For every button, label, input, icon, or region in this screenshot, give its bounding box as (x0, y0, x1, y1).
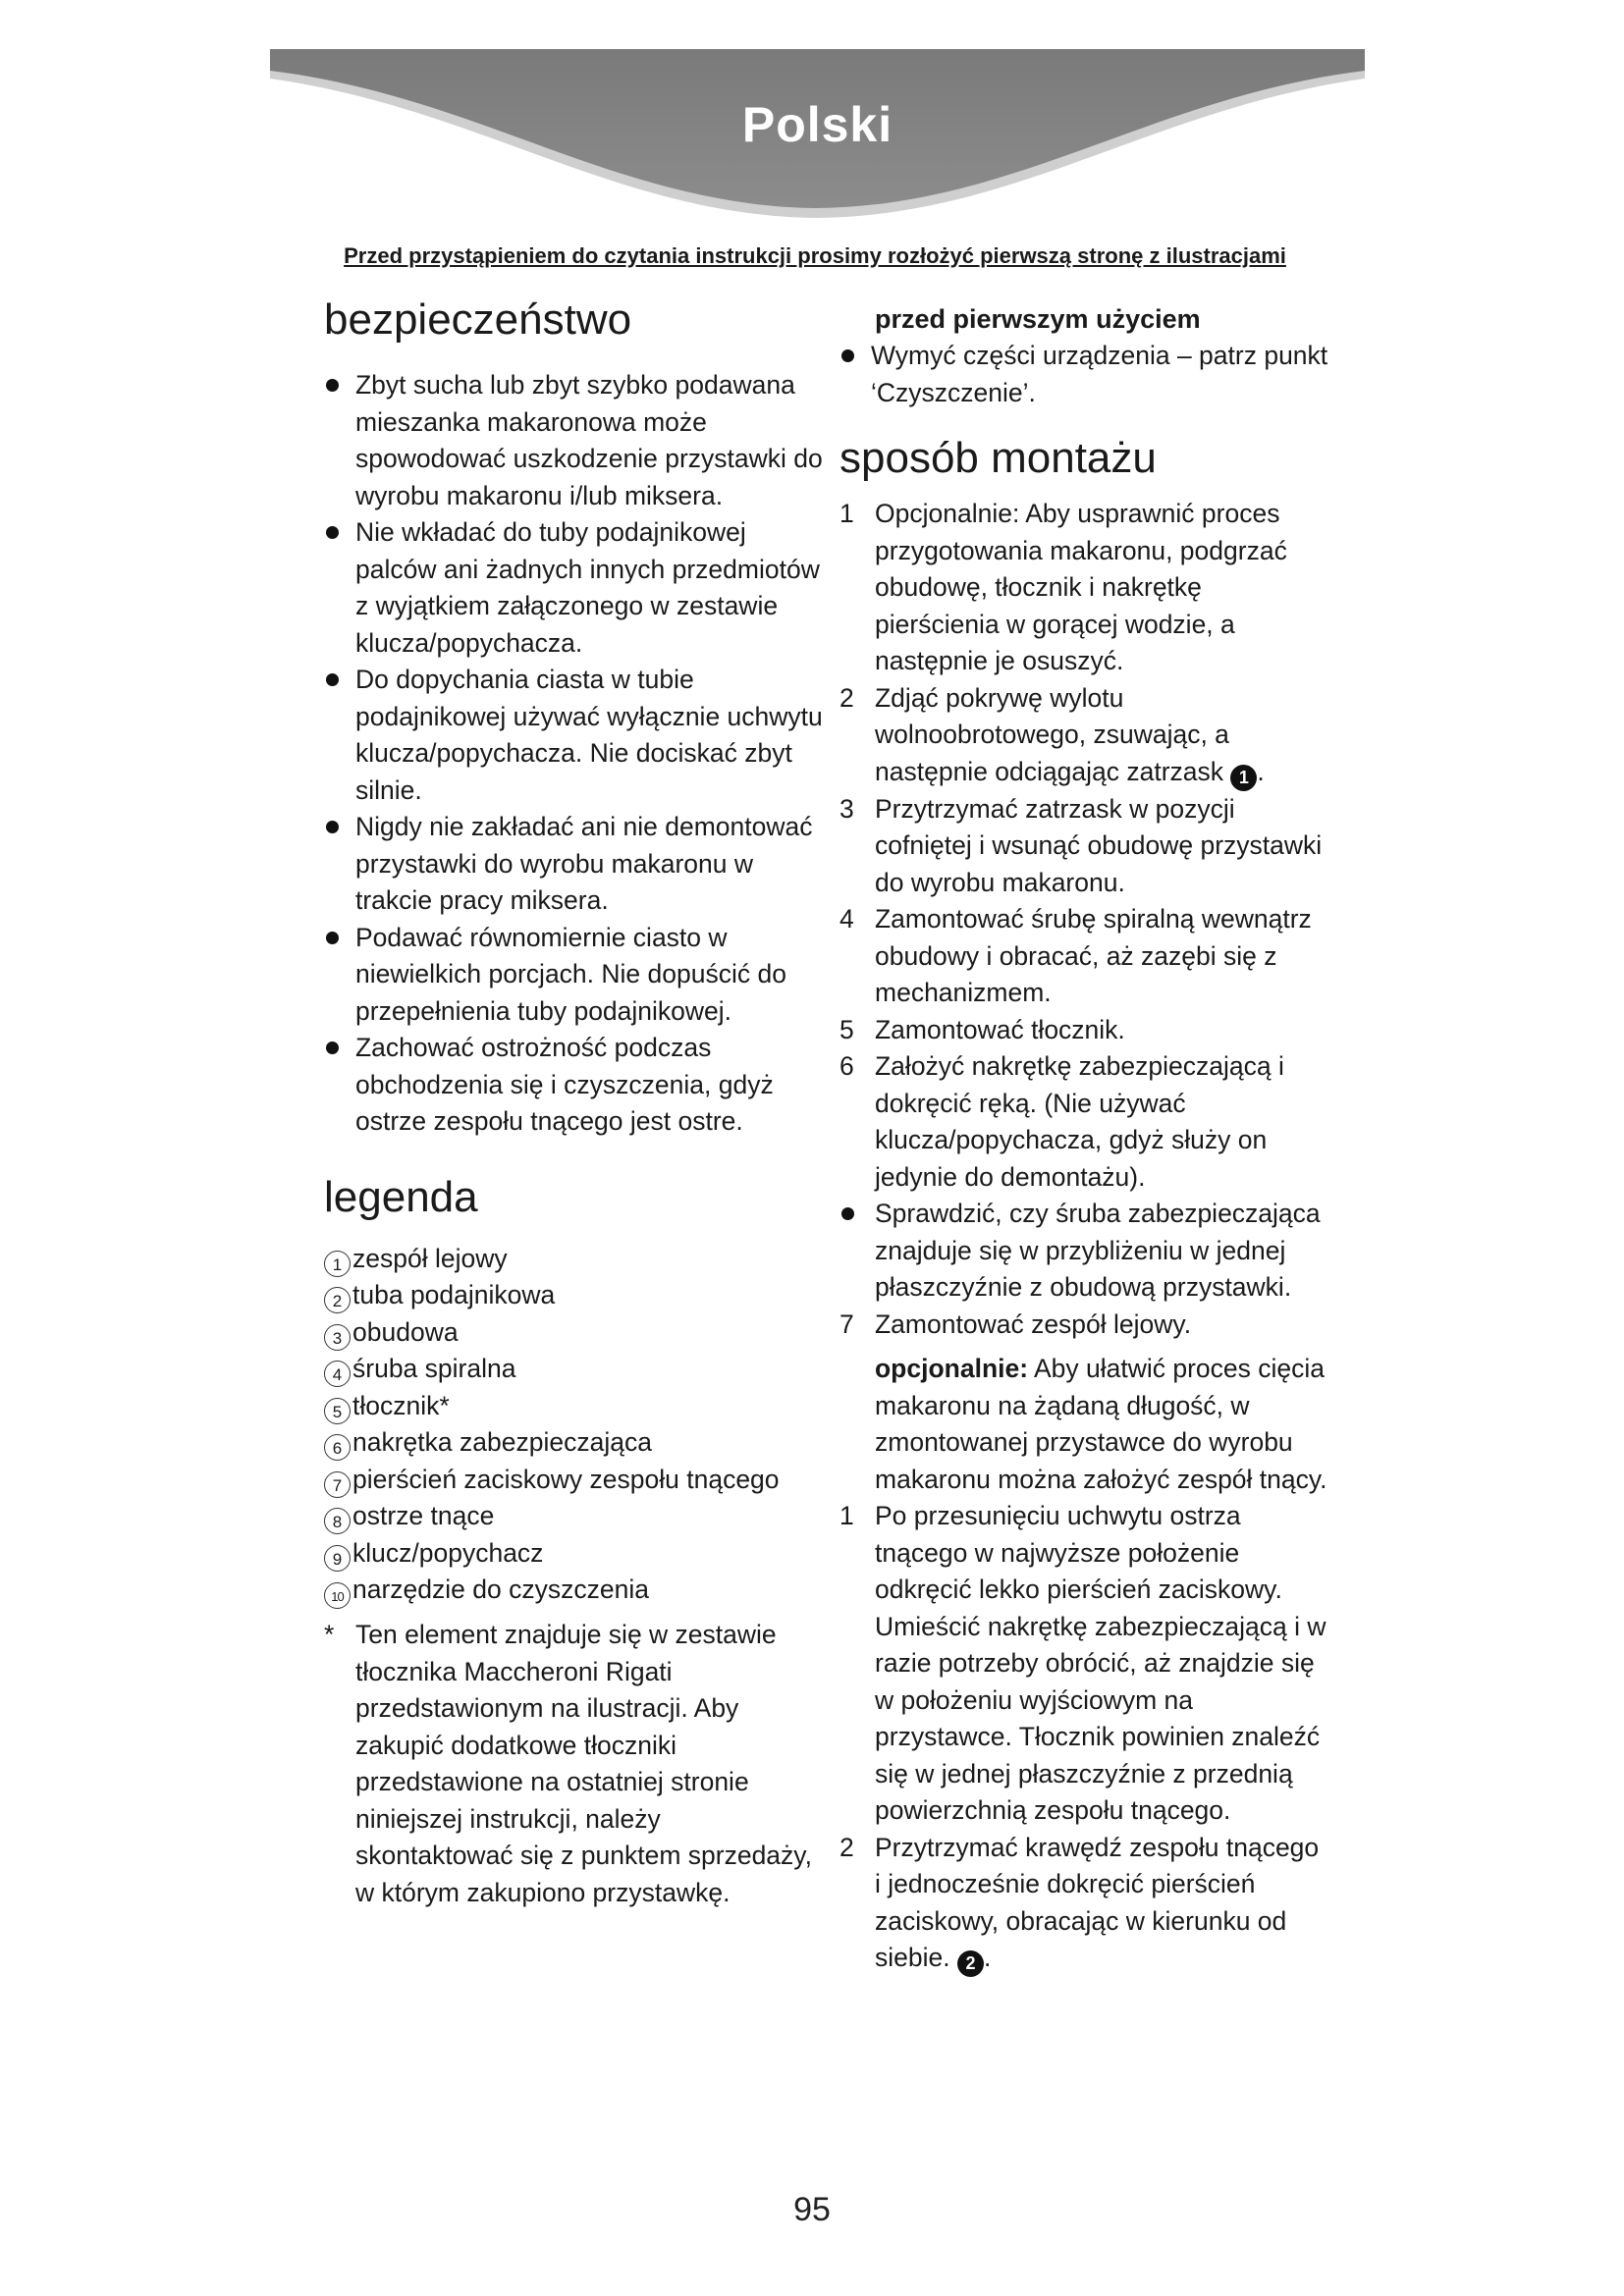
assembly-step: 3 Przytrzymać zatrzask w pozycji cofniętej i wsunąć obudowę przystawki do wyrobu makaronu. (839, 793, 1323, 897)
safety-item: Nigdy nie zakładać ani nie demontować przystawki do wyrobu makaronu w trakcie pracy miksera. (324, 809, 825, 920)
before-first-use-heading: przed pierwszym użyciem (875, 304, 1201, 334)
safety-heading: bezpieczeństwo (324, 295, 632, 344)
legend-footnote (324, 1617, 825, 1911)
number-circle-icon: 7 (324, 1471, 351, 1498)
right-column (839, 301, 1330, 1977)
legend-item: 2 tuba podajnikowa (324, 1277, 825, 1314)
safety-item: Zachować ostrożność podczas obchodzenia się i czyszczenia, gdyż ostrze zespołu tnącego jest ostre. (324, 1030, 825, 1141)
number-circle-icon: 5 (324, 1398, 351, 1424)
legend-item: 1 zespół lejowy (324, 1241, 825, 1278)
assembly-step: 5 Zamontować tłocznik. (839, 1014, 1125, 1044)
number-circle-icon: 8 (324, 1508, 351, 1534)
assembly-step: 4 Zamontować śrubę spiralną wewnątrz obudowy i obracać, aż zazębi się z mechanizmem. (839, 904, 1312, 1007)
number-circle-icon: 3 (324, 1324, 351, 1351)
legend-item: 4 śruba spiralna (324, 1351, 825, 1388)
safety-item: Zbyt sucha lub zbyt szybko podawana mieszanka makaronowa może spowodować uszkodzenie przystawki do wyrobu makaronu i/lub miksera. (324, 367, 825, 514)
assembly-step: 2 Zdjąć pokrywę wylotu wolnoobrotowego, zsuwając, a następnie odciągając zatrzask 1 . (839, 680, 1330, 791)
number-circle-icon: 1 (324, 1251, 351, 1277)
safety-item: Nie wkładać do tuby podajnikowej palców ani żadnych innych przedmiotów z wyjątkiem załączonego w zestawie klucza/popychacza. (324, 514, 825, 662)
left-column (324, 294, 825, 1911)
figure-1-badge-icon: 1 (1230, 765, 1257, 791)
assembly-step: 1 Opcjonalnie: Aby usprawnić proces przygotowania makaronu, podgrzać obudowę, tłocznik i nakrętkę pierścienia w gorącej wodzie, a następnie je osuszyć. (839, 499, 1287, 675)
legend-item: 3 obudowa (324, 1314, 825, 1352)
header-banner (270, 49, 1365, 226)
optional-text: Aby ułatwić proces cięcia makaronu na żądaną długość, w zmontowanej przystawce do wyrobu makaronu można założyć zespół tnący. (875, 1354, 1327, 1494)
number-circle-icon: 10 (324, 1582, 351, 1609)
legend-item: 10 narzędzie do czyszczenia (324, 1572, 825, 1609)
assembly-heading: sposób montażu (839, 434, 1157, 482)
number-circle-icon: 9 (324, 1545, 351, 1572)
legend-item: 5 tłocznik* (324, 1388, 825, 1425)
number-circle-icon: 2 (324, 1287, 351, 1313)
legend-heading: legenda (324, 1172, 478, 1221)
optional-step: 1 Po przesunięciu uchwytu ostrza tnącego w najwyższe położenie odkręcić lekko pierścień zaciskowy. Umieścić nakrętkę zabezpieczającą i w razie potrzeby obrócić, aż znajdzie się w położeniu wyjściowym na przystawce. Tłocznik powinien znaleźć się w jednej płaszczyźnie z przednią powierzchnią zespołu tnącego. (839, 1501, 1326, 1825)
legend-item: 9 klucz/popychacz (324, 1535, 825, 1573)
legend-item: 7 pierścień zaciskowy zespołu tnącego (324, 1462, 825, 1499)
assembly-check-item: Sprawdzić, czy śruba zabezpieczająca znajduje się w przybliżeniu w jednej płaszczyźnie z obudową przystawki. (839, 1196, 1330, 1307)
optional-label: opcjonalnie: (875, 1354, 1029, 1383)
optional-step: 2 Przytrzymać krawędź zespołu tnącego i jednocześnie dokręcić pierścień zaciskowy, obracając w kierunku od siebie. 2 . (839, 1830, 1330, 1978)
footnote-text: Ten element znajduje się w zestawie tłocznika Maccheroni Rigati przedstawionym na ilustracji. Aby zakupić dodatkowe tłoczniki przedstawione na ostatniej stronie niniejszej instrukcji, należy skontaktować się z punktem sprzedaży, w którym zakupiono przystawkę. (355, 1620, 812, 1907)
figure-2-badge-icon: 2 (957, 1950, 984, 1977)
optional-cutter-intro (839, 1351, 1330, 1498)
number-circle-icon: 6 (324, 1434, 351, 1461)
legend-list (324, 1241, 825, 1610)
assembly-step-7 (839, 1307, 1330, 1344)
before-first-use-item: Wymyć części urządzenia – patrz punkt ‘Czyszczenie’. (839, 338, 1330, 411)
safety-list (324, 367, 825, 1141)
page-number: 95 (793, 2191, 831, 2228)
safety-item: Podawać równomiernie ciasto w niewielkich porcjach. Nie dopuścić do przepełnienia tuby podajnikowej. (324, 920, 825, 1031)
legend-item: 6 nakrętka zabezpieczająca (324, 1424, 825, 1462)
page-language-title: Polski (741, 97, 893, 152)
optional-steps (839, 1498, 1330, 1977)
assembly-steps (839, 496, 1330, 1196)
before-first-use-list (839, 338, 1330, 411)
legend-item: 8 ostrze tnące (324, 1498, 825, 1535)
footnote-mark: * (324, 1620, 335, 1649)
assembly-step: 7 Zamontować zespół lejowy. (839, 1308, 1192, 1339)
fold-out-notice: Przed przystąpieniem do czytania instrukcji prosimy rozłożyć pierwszą stronę z ilustracjami (344, 243, 1286, 268)
assembly-step: 6 Założyć nakrętkę zabezpieczającą i dokręcić ręką. (Nie używać klucza/popychacza, gdyż służy on jedynie do demontażu). (839, 1051, 1284, 1192)
number-circle-icon: 4 (324, 1361, 351, 1387)
assembly-check-list (839, 1196, 1330, 1307)
safety-item: Do dopychania ciasta w tubie podajnikowej używać wyłącznie uchwytu klucza/popychacza. Nie dociskać zbyt silnie. (324, 662, 825, 809)
